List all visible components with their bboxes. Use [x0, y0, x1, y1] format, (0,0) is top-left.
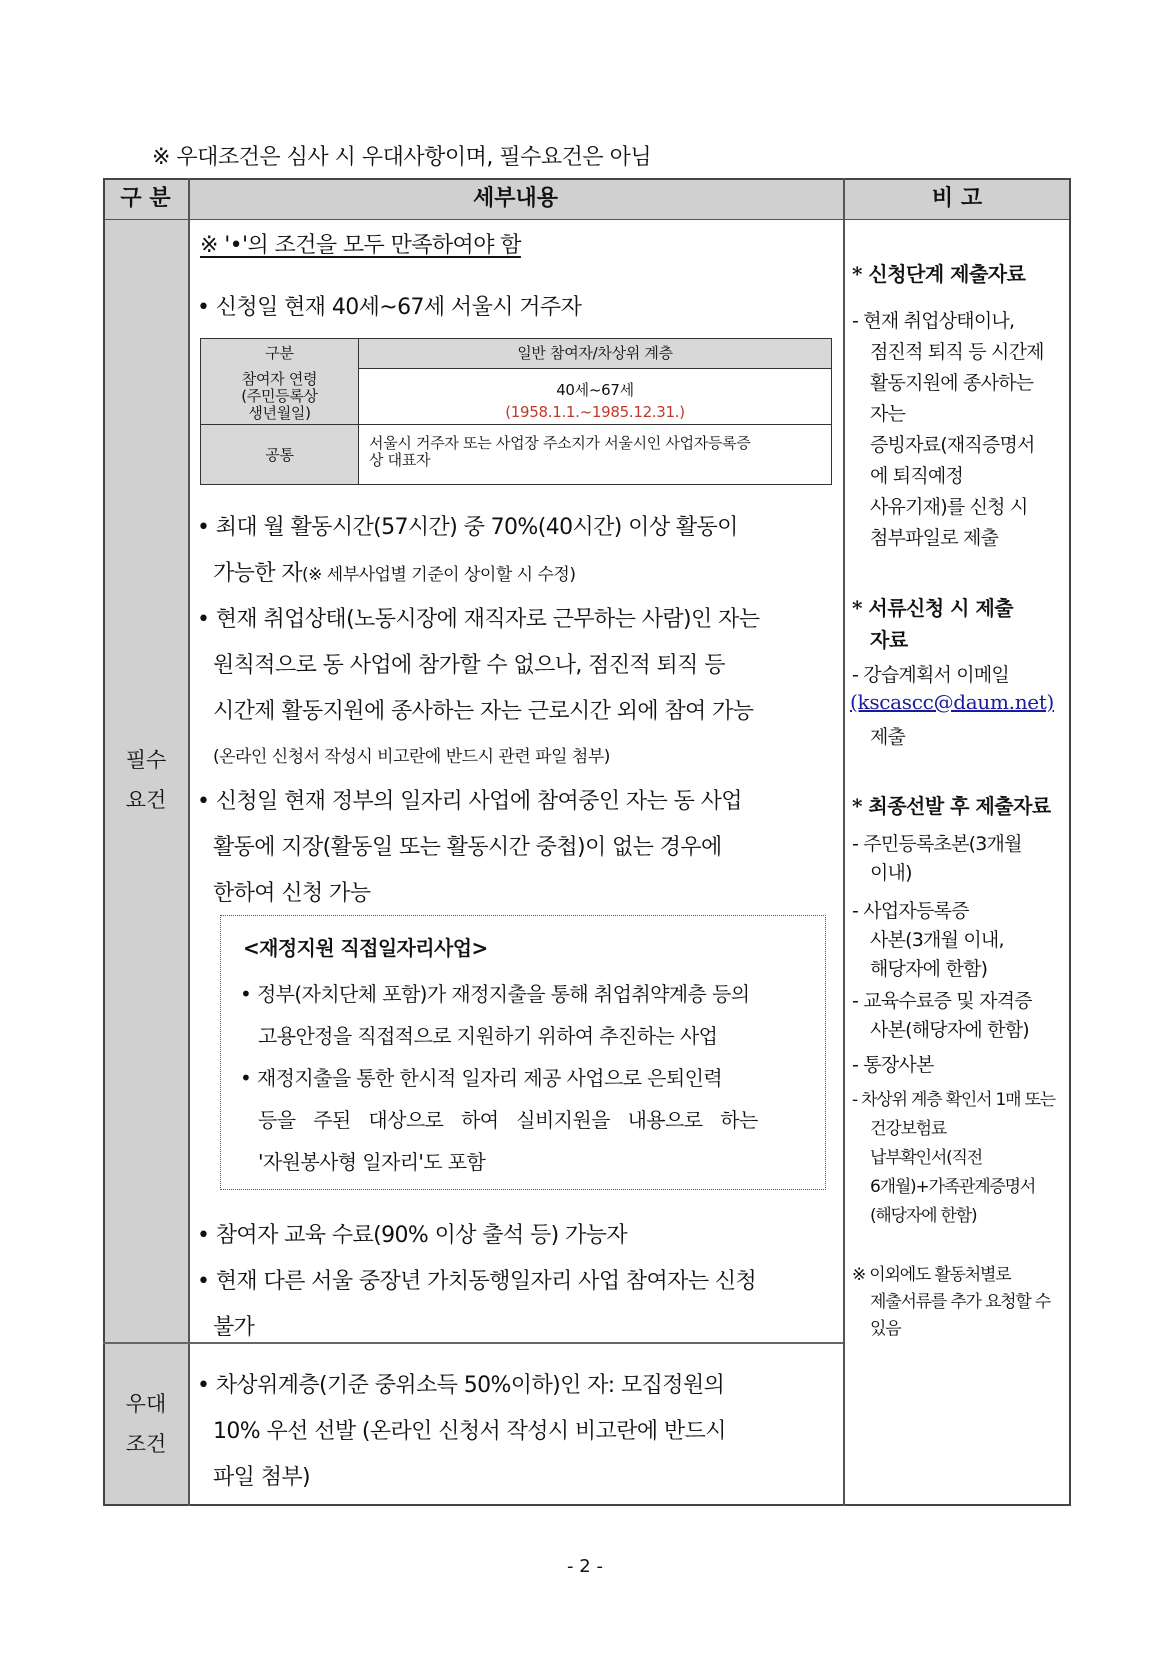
section-divider: [103, 1342, 843, 1344]
email-link[interactable]: (kscascc@daum.net): [850, 690, 1055, 714]
top-note: ※ 우대조건은 심사 시 우대사항이며, 필수요건은 아님: [152, 145, 652, 170]
column-divider: [188, 178, 190, 1506]
remarks-stage1-title: * 신청단계 제출자료: [852, 262, 1026, 286]
requirement-employment: • 현재 취업상태(노동시장에 재직자로 근무하는 사람)인 자는: [197, 607, 760, 632]
remarks-stage1-list: - 현재 취업상태이나, 점진적 퇴직 등 시간제 활동지원에 종사하는 자는 증빙자료(재직증명서 에 퇴직예정 사유기재)를 신청 시 첨부파일로 제출: [852, 310, 1044, 549]
requirement-training: • 참여자 교육 수료(90% 이상 출석 등) 가능자: [197, 1223, 627, 1248]
requirement-no-duplicate: • 현재 다른 서울 중장년 가치동행일자리 사업 참여자는 신청: [197, 1269, 757, 1294]
requirement-activity-hours: • 최대 월 활동시간(57시간) 중 70%(40시간) 이상 활동이: [197, 515, 738, 540]
box-title: <재정지원 직접일자리사업>: [243, 936, 488, 960]
requirement-age-residence: • 신청일 현재 40세~67세 서울시 거주자: [197, 295, 582, 320]
common-value: 서울시 거주자 또는 사업장 주소지가 서울시인 사업자등록증 상 대표자: [369, 434, 751, 469]
common-label: 공통: [265, 446, 294, 464]
header-details: 세부내용: [472, 185, 558, 211]
section-label-preferred: 우대 조건: [125, 1392, 167, 1456]
age-table: [200, 338, 832, 485]
page-number: - 2 -: [567, 1556, 603, 1577]
header-category: 구 분: [120, 185, 171, 211]
requirement-activity-hours-cont: 가능한 자(※ 세부사업별 기준이 상이할 시 수정): [213, 561, 576, 586]
required-note: ※ '•'의 조건을 모두 만족하여야 함: [200, 233, 521, 258]
remarks-stage3-list: - 주민등록초본(3개월 이내) - 사업자등록증 사본(3개월 이내, 해당자에 한함) - 교육수료증 및 자격증 사본(해당자에 한함) - 통장사본 - 차상위 계층 확인서 1매 또는 건강보험료 납부확인서(직전 6개월)+가족관계증명서 (해당자에 한함): [852, 833, 1056, 1226]
age-value: 40세~67세 (1958.1.1.~1985.12.31.): [359, 379, 831, 423]
remarks-stage2-title: * 서류신청 시 제출 자료: [852, 596, 1014, 652]
section-label-required: 필수 요건: [125, 748, 167, 812]
requirement-gov-job: • 신청일 현재 정부의 일자리 사업에 참여중인 자는 동 사업: [197, 789, 742, 814]
birthdate-range: (1958.1.1.~1985.12.31.): [505, 403, 685, 421]
remarks-stage3-title: * 최종선발 후 제출자료: [852, 794, 1051, 818]
age-table-header-general: 일반 참여자/차상위 계층: [517, 344, 673, 362]
age-table-header-category: 구분: [265, 344, 294, 362]
remarks-extra-note: ※ 이외에도 활동처별로 제출서류를 추가 요청할 수 있음: [852, 1265, 1051, 1339]
age-label: 참여자 연령 (주민등록상 생년월일): [241, 370, 318, 422]
preferred-condition: • 차상위계층(기준 중위소득 50%이하)인 자: 모집정원의: [197, 1373, 725, 1398]
column-divider: [843, 178, 845, 1506]
header-remarks: 비 고: [931, 185, 983, 211]
